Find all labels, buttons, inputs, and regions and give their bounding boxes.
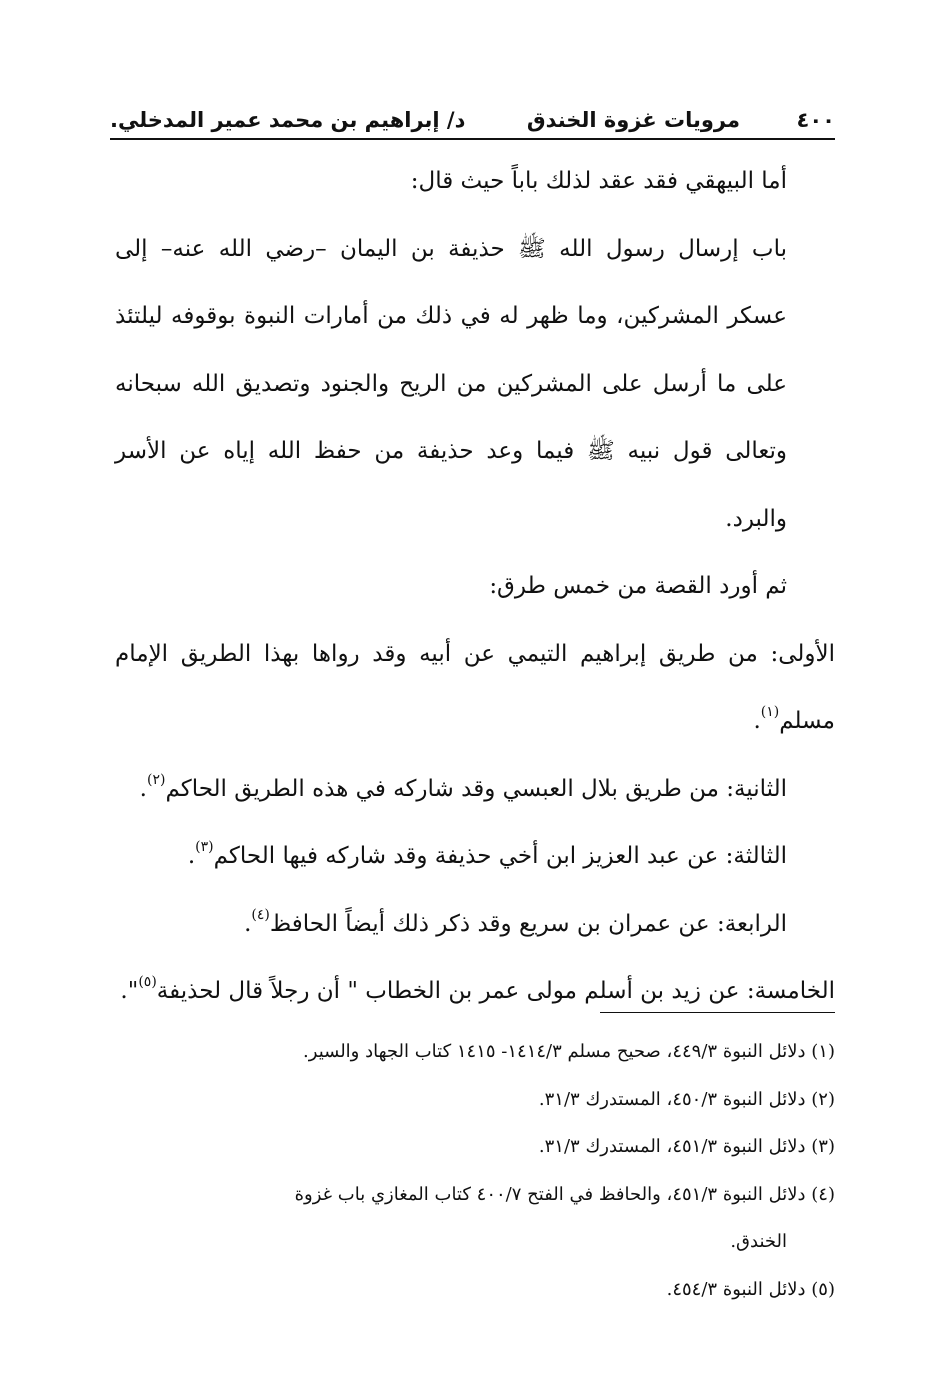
route-4-end: . bbox=[244, 910, 252, 937]
footnote-4: (٤) دلائل النبوة ٤٥١/٣، والحافظ في الفتح ٤٠٠/٧ كتاب المغازي باب غزوة bbox=[294, 1183, 835, 1205]
paragraph-routes-intro: ثم أورد القصة من خمس طرق: bbox=[489, 573, 787, 599]
route-4-text: الرابعة: عن عمران بن سريع وقد ذكر ذلك أيضاً الحافظ bbox=[269, 910, 787, 937]
footnote-5: (٥) دلائل النبوة ٤٥٤/٣. bbox=[666, 1278, 835, 1300]
book-title: مرويات غزوة الخندق bbox=[526, 108, 740, 132]
page-number: ٤٠٠ bbox=[796, 108, 835, 132]
footnote-4-continued: الخندق. bbox=[730, 1231, 787, 1252]
footnotes bbox=[115, 1028, 835, 1313]
paragraph-route-1 bbox=[115, 621, 835, 756]
author-name: د/ إبراهيم بن محمد عمير المدخلي. bbox=[110, 108, 466, 132]
route-3-text: الثالثة: عن عبد العزيز ابن أخي حذيفة وقد شاركه فيها الحاكم bbox=[213, 843, 787, 869]
footnote-separator bbox=[600, 1012, 835, 1013]
paragraph-route-5 bbox=[115, 958, 835, 1026]
route-5-text: الخامسة: عن زيد بن أسلم مولى عمر بن الخطاب " أن رجلاً قال لحذيفة bbox=[156, 978, 835, 1004]
footnote-ref-3[interactable]: (٣) bbox=[195, 839, 214, 855]
footnote-ref-5[interactable]: (٥) bbox=[138, 974, 157, 990]
route-5-end: ". bbox=[120, 978, 139, 1004]
paragraph-route-4 bbox=[115, 891, 835, 959]
paragraph-chapter-title: باب إرسال رسول الله ﷺ حذيفة بن اليمان –رضي الله عنه– إلى عسكر المشركين، وما ظهر له في ذلك من أمارات النبوة بوقوفه ليلتئذ على ما أرسل على المشركين من الريح والجنود وتصديق الله سبحانه وتعالى قول نبيه ﷺ فيما وعد حذيفة من حفظ الله إياه عن الأسر والبرد. bbox=[115, 235, 787, 532]
running-header bbox=[110, 100, 835, 138]
header-rule bbox=[110, 138, 835, 140]
footnote-ref-1[interactable]: (١) bbox=[760, 704, 780, 720]
paragraph-route-2 bbox=[115, 756, 835, 824]
route-2-text: الثانية: من طريق بلال العبسي وقد شاركه في هذه الطريق الحاكم bbox=[165, 775, 787, 802]
paragraph-intro: أما البيهقي فقد عقد لذلك باباً حيث قال: bbox=[410, 168, 787, 194]
route-1-text: الأولى: من طريق إبراهيم التيمي عن أبيه وقد رواها بهذا الطريق الإمام مسلم bbox=[115, 640, 835, 734]
footnote-ref-4[interactable]: (٤) bbox=[251, 906, 270, 923]
footnote-ref-2[interactable]: (٢) bbox=[146, 771, 166, 788]
footnote-2: (٢) دلائل النبوة ٤٥٠/٣، المستدرك ٣١/٣. bbox=[538, 1088, 835, 1110]
route-1-end: . bbox=[753, 708, 761, 734]
route-3-end: . bbox=[187, 843, 196, 869]
footnote-3: (٣) دلائل النبوة ٤٥١/٣، المستدرك ٣١/٣. bbox=[538, 1136, 835, 1157]
paragraph-route-3 bbox=[115, 823, 835, 891]
body-text bbox=[115, 148, 835, 1026]
footnote-1: (١) دلائل النبوة ٤٤٩/٣، صحيح مسلم ١٤١٤/٣- ١٤١٥ كتاب الجهاد والسير. bbox=[303, 1041, 835, 1062]
route-2-end: . bbox=[139, 775, 147, 802]
